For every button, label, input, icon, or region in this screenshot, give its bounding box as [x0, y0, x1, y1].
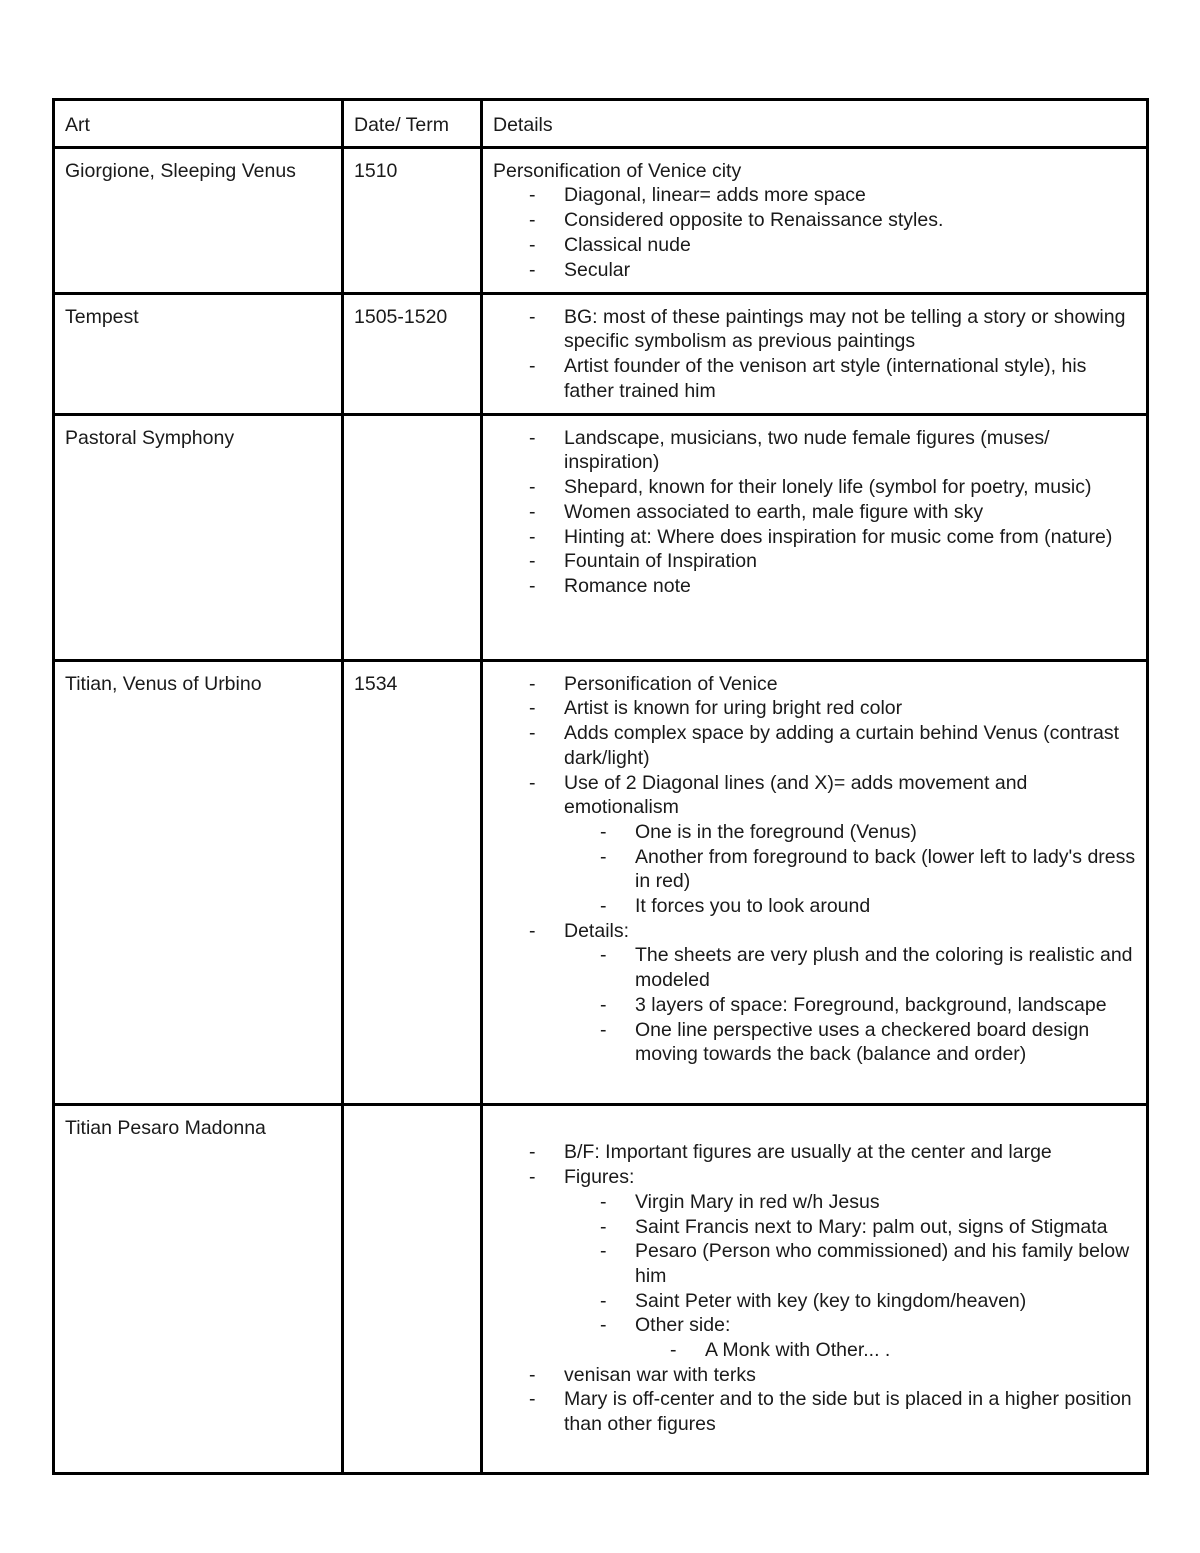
list-item: - A Monk with Other... .	[670, 1339, 891, 1362]
list-item: - Diagonal, linear= adds more space	[529, 184, 866, 207]
table-row	[54, 1104, 1148, 1473]
date-cell: 1534	[343, 660, 482, 1104]
details-intro: Personification of Venice city	[493, 159, 742, 182]
header-date: Date/ Term	[343, 100, 482, 148]
details-cell	[482, 660, 1148, 1104]
list-item: - Saint Francis next to Mary: palm out, signs of Stigmata	[600, 1215, 1108, 1238]
header-art: Art	[54, 100, 343, 148]
date-cell: 1510	[343, 147, 482, 293]
list-item: - It forces you to look around	[600, 895, 871, 918]
header-row	[54, 100, 1148, 148]
list-item: - Another from foreground to back (lower left to lady's dress in red)	[600, 845, 1136, 893]
list-item: - BG: most of these paintings may not be telling a story or showing specific symbolism as previous paintings	[529, 305, 1126, 353]
list-item: - Artist is known for uring bright red color	[529, 697, 903, 720]
date-cell: 1505-1520	[343, 293, 482, 414]
date-cell	[343, 414, 482, 660]
list-item: - Mary is off-center and to the side but is placed in a higher position than other figures	[529, 1388, 1132, 1436]
table-row	[54, 660, 1148, 1104]
list-item: - Hinting at: Where does inspiration for music come from (nature)	[529, 525, 1113, 548]
art-cell: Titian Pesaro Madonna	[54, 1104, 343, 1473]
list-item: - Romance note	[529, 574, 691, 597]
details-cell	[482, 293, 1148, 414]
list-item: - Classical nude	[529, 233, 691, 256]
list-item: - Considered opposite to Renaissance styles.	[529, 209, 944, 232]
details-cell	[482, 1104, 1148, 1473]
list-item: - Figures:	[529, 1166, 635, 1189]
list-item: - Other side:	[600, 1314, 731, 1337]
date-cell	[343, 1104, 482, 1473]
table-row	[54, 293, 1148, 414]
list-item: - Secular	[529, 258, 631, 281]
table-row	[54, 414, 1148, 660]
notes-table	[52, 98, 1149, 1475]
table-row	[54, 147, 1148, 293]
list-item: - Fountain of Inspiration	[529, 550, 757, 573]
blank-line	[493, 1116, 1136, 1141]
list-item: - Use of 2 Diagonal lines (and X)= adds movement and emotionalism	[529, 771, 1028, 819]
list-item: - Artist founder of the venison art style (international style), his father trained him	[529, 355, 1087, 402]
art-cell: Tempest	[54, 293, 343, 414]
list-item: - Shepard, known for their lonely life (symbol for poetry, music)	[529, 476, 1092, 499]
list-item: - B/F: Important figures are usually at the center and large	[529, 1141, 1052, 1164]
list-item: - 3 layers of space: Foreground, background, landscape	[600, 993, 1107, 1016]
list-item: - Saint Peter with key (key to kingdom/heaven)	[600, 1289, 1027, 1312]
list-item: - Adds complex space by adding a curtain behind Venus (contrast dark/light)	[529, 722, 1120, 769]
art-cell: Titian, Venus of Urbino	[54, 660, 343, 1104]
details-cell	[482, 414, 1148, 660]
list-item: - Landscape, musicians, two nude female figures (muses/ inspiration)	[529, 426, 1050, 474]
list-item: - One line perspective uses a checkered board design moving towards the back (balance and order)	[600, 1018, 1090, 1066]
list-item: - Personification of Venice	[529, 672, 778, 695]
list-item: - Virgin Mary in red w/h Jesus	[600, 1190, 880, 1213]
list-item: - One is in the foreground (Venus)	[600, 820, 917, 843]
details-cell	[482, 147, 1148, 293]
list-item: - Women associated to earth, male figure with sky	[529, 500, 984, 523]
art-cell: Pastoral Symphony	[54, 414, 343, 660]
list-item: - venisan war with terks	[529, 1363, 756, 1386]
list-item: - Pesaro (Person who commissioned) and his family below him	[600, 1240, 1130, 1287]
header-details: Details	[482, 100, 1148, 148]
list-item: - Details:	[529, 919, 630, 942]
art-cell: Giorgione, Sleeping Venus	[54, 147, 343, 293]
list-item: - The sheets are very plush and the coloring is realistic and modeled	[600, 944, 1133, 992]
